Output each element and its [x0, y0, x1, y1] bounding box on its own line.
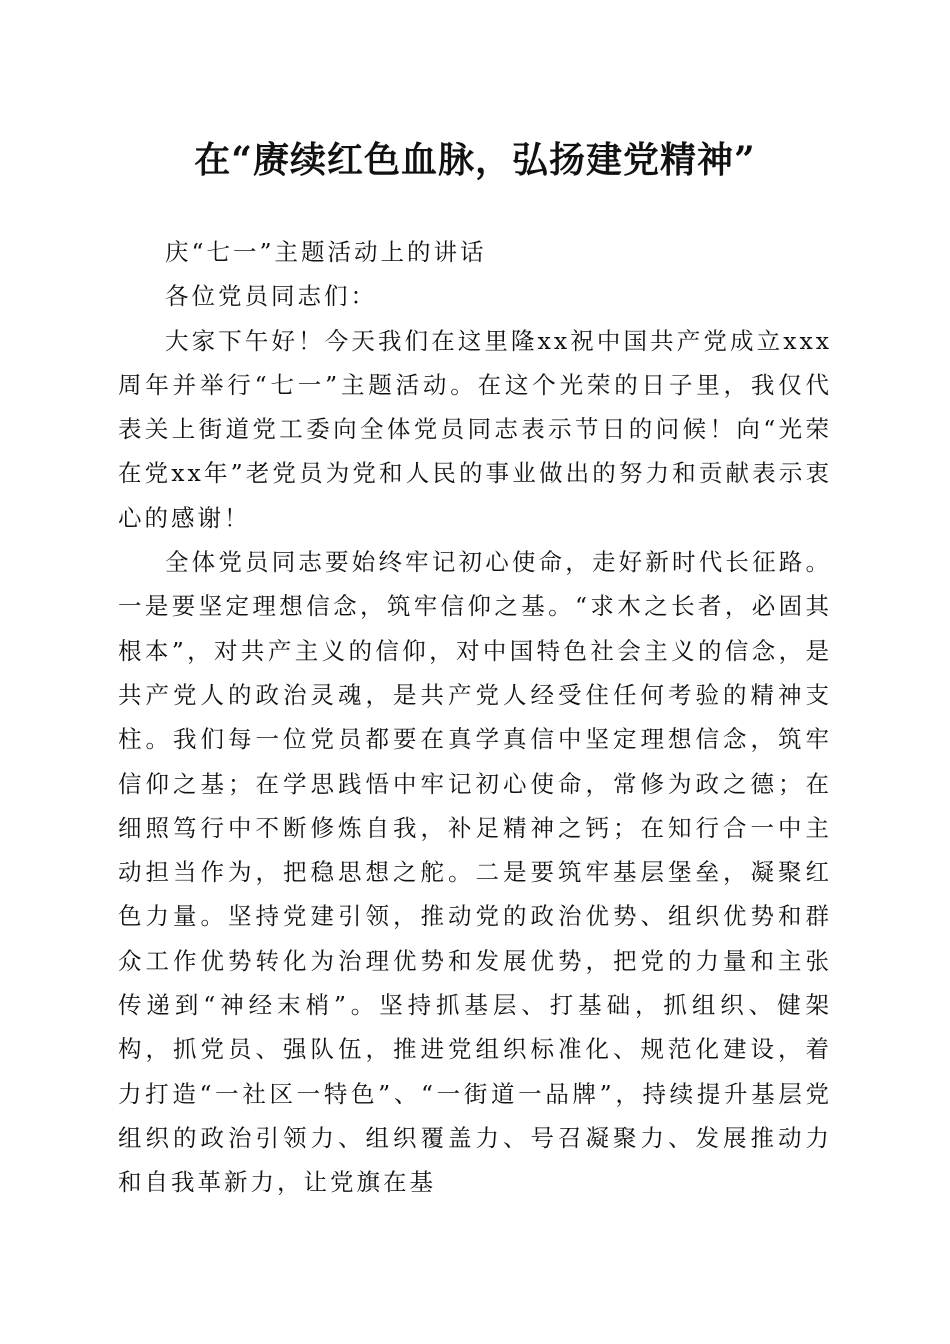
speech-subtitle: 庆“七一”主题活动上的讲话: [165, 238, 487, 266]
document-title: 在“赓续红色血脉，弘扬建党精神”: [194, 139, 756, 181]
salutation: 各位党员同志们：: [165, 282, 377, 311]
body-paragraph: 全体党员同志要始终牢记初心使命，走好新时代长征路。一是要坚定理想信念，筑牢信仰之基。“求木之长者，必固其根本”，对共产主义的信仰，对中国特色社会主义的信念，是共产党人的政治灵魂，是共产党人经受住任何考验的精神支柱。我们每一位党员都要在真学真信中坚定理想信念，筑牢信仰之基；在学思践悟中牢记初心使命，常修为政之德；在细照笃行中不断修炼自我，补足精神之钙；在知行合一中主动担当作为，把稳思想之舵。二是要筑牢基层堡垒，凝聚红色力量。坚持党建引领，推动党的政治优势、组织优势和群众工作优势转化为治理优势和发展优势，把党的力量和主张传递到“神经末梢”。坚持抓基层、打基础，抓组织、健架构，抓党员、强队伍，推进党组织标准化、规范化建设，着力打造“一社区一特色”、“一街道一品牌”，持续提升基层党组织的政治引领力、组织覆盖力、号召凝聚力、发展推动力和自我革新力，让党旗在基: [118, 548, 832, 1197]
body-paragraph: 大家下午好！今天我们在这里隆xx祝中国共产党成立xxx周年并举行“七一”主题活动。在这个光荣的日子里，我仅代表关上街道党工委向全体党员同志表示节日的问候！向“光荣在党xx年”老党员为党和人民的事业做出的努力和贡献表示衷心的感谢！: [118, 326, 832, 532]
document-body: [118, 230, 832, 1205]
